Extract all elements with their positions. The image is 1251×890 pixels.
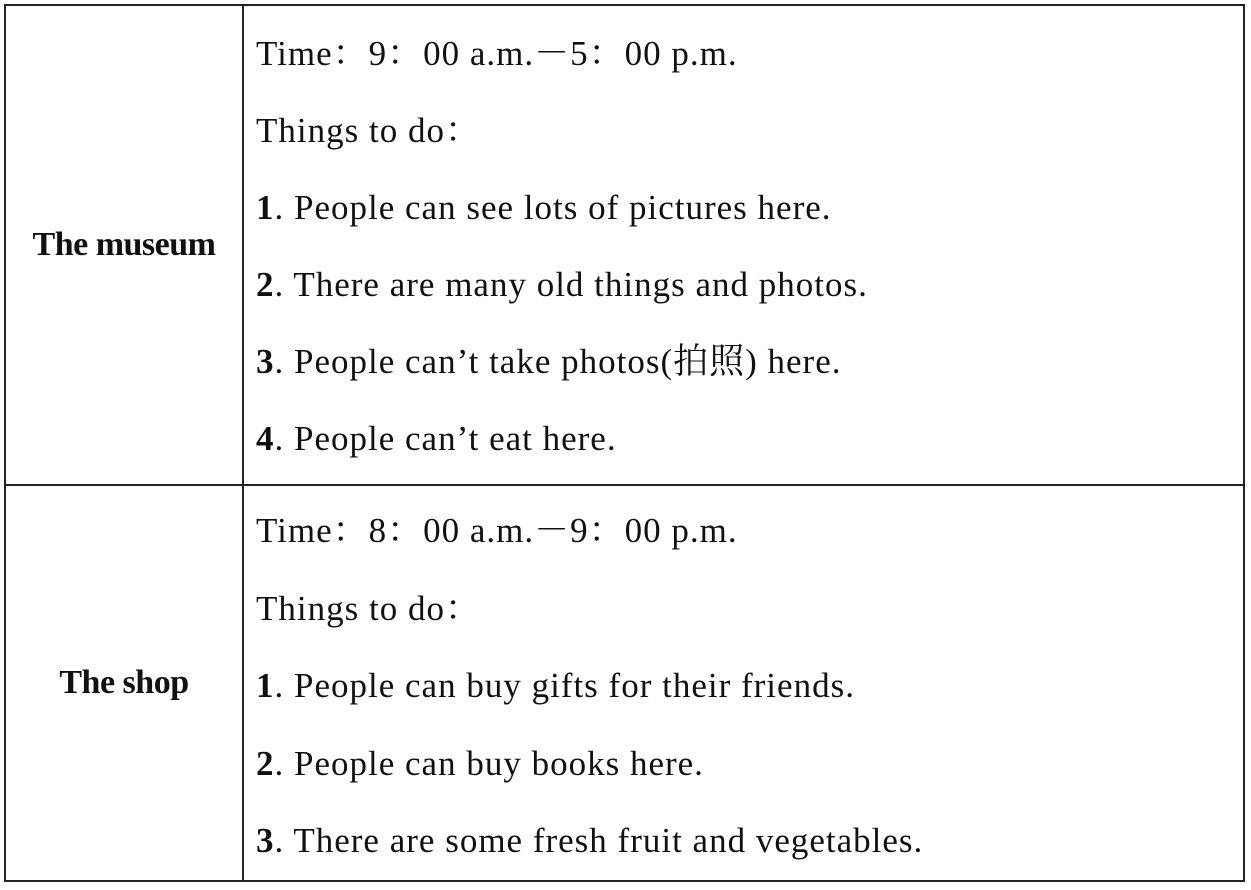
item-text: . People can see lots of pictures here. <box>274 188 832 227</box>
opening-time: Time：8：00 a.m.－9：00 p.m. <box>256 511 738 550</box>
item-text: . There are many old things and photos. <box>274 265 868 304</box>
place-cell <box>5 485 243 881</box>
list-item <box>256 802 1243 880</box>
item-text: . People can’t eat here. <box>274 419 617 458</box>
item-number: 2 <box>256 265 275 304</box>
detail-cell <box>243 5 1244 485</box>
list-item <box>256 169 1243 246</box>
opening-time: Time：9：00 a.m.－5：00 p.m. <box>256 34 738 73</box>
place-cell <box>5 5 243 485</box>
item-text: . People can buy books here. <box>274 743 704 783</box>
list-item <box>256 400 1243 477</box>
things-to-do-label: Things to do： <box>256 588 481 628</box>
item-number: 2 <box>256 743 275 783</box>
things-to-do-label: Things to do： <box>256 111 481 150</box>
item-text: . People can’t take photos(拍照) here. <box>274 342 842 381</box>
places-info-table <box>4 4 1245 882</box>
table-row-museum <box>5 5 1244 485</box>
item-number: 4 <box>256 419 275 458</box>
place-name: The shop <box>59 664 189 701</box>
detail-cell <box>243 485 1244 881</box>
table-row-shop <box>5 485 1244 881</box>
item-number: 1 <box>256 666 275 705</box>
item-text: . There are some fresh fruit and vegetables. <box>274 821 924 860</box>
detail-lines <box>256 6 1243 477</box>
detail-lines <box>256 486 1243 880</box>
item-number: 1 <box>256 188 275 227</box>
list-item <box>256 647 1243 725</box>
item-text: . People can buy gifts for their friends. <box>274 666 855 705</box>
list-item <box>256 725 1243 803</box>
item-number: 3 <box>256 342 275 381</box>
place-name: The museum <box>32 226 216 263</box>
list-item <box>256 323 1243 400</box>
list-item <box>256 246 1243 323</box>
item-number: 3 <box>256 821 275 860</box>
